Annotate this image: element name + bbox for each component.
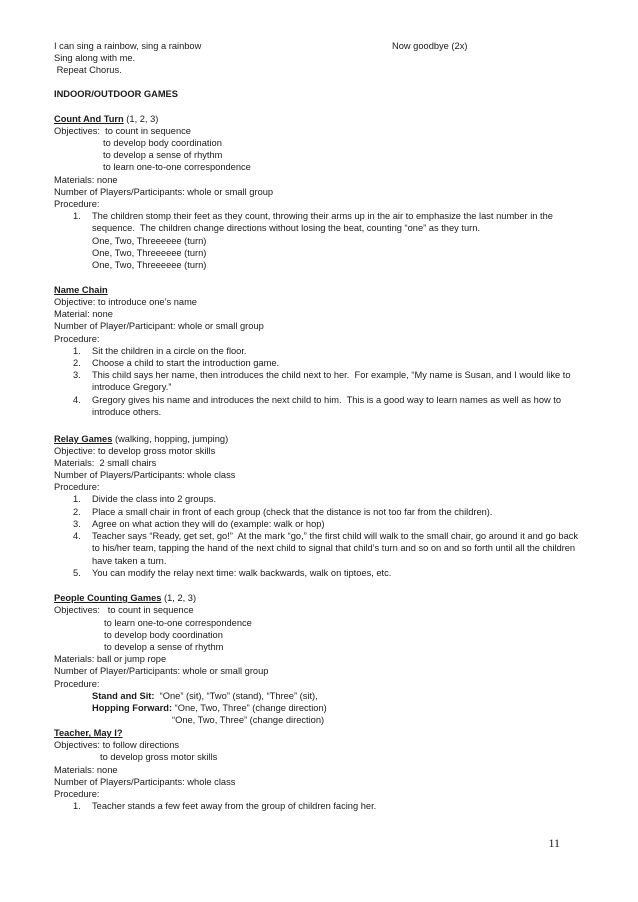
cat-step-1a: The children stomp their feet as they count, throwing their arms up in the air to emphasize the last number in the bbox=[92, 211, 553, 221]
relay-step-4a: Teacher says “Ready, get set, go!” At the mark “go,” the first child will walk to the small chair, go around it and go back bbox=[92, 531, 579, 541]
nc-step-3a: This child says her name, then introduces the child next to her. For example, “My name is Susan, and I would like to bbox=[92, 370, 571, 380]
relay-procedure: Procedure: bbox=[54, 482, 100, 492]
relay-num-4: 4. bbox=[73, 531, 81, 541]
cat-objective-4: to learn one-to-one correspondence bbox=[103, 162, 251, 172]
nc-procedure: Procedure: bbox=[54, 334, 100, 344]
nc-num-2: 2. bbox=[73, 358, 81, 368]
pc-stand-and-sit bbox=[92, 690, 318, 702]
cat-chant-1: One, Two, Threeeeee (turn) bbox=[92, 236, 207, 246]
nc-step-2: Choose a child to start the introduction game. bbox=[92, 358, 280, 368]
tmi-materials: Materials: none bbox=[54, 765, 118, 775]
count-and-turn-title: Count And Turn bbox=[54, 114, 124, 124]
tmi-procedure: Procedure: bbox=[54, 789, 100, 799]
count-and-turn-suffix: (1, 2, 3) bbox=[123, 114, 159, 124]
relay-step-3: Agree on what action they will do (example: walk or hop) bbox=[92, 519, 325, 529]
cat-procedure: Procedure: bbox=[54, 199, 100, 209]
nc-objective: Objective: to introduce one’s name bbox=[54, 297, 197, 307]
pc-objective-2: to learn one-to-one correspondence bbox=[104, 618, 252, 628]
relay-num-5: 5. bbox=[73, 568, 81, 578]
pc-objective-1: Objectives: to count in sequence bbox=[54, 605, 194, 615]
count-and-turn-heading bbox=[54, 113, 158, 125]
pc-hopping-forward-2: “One, Two, Three” (change direction) bbox=[172, 715, 325, 725]
cat-chant-2: One, Two, Threeeeee (turn) bbox=[92, 248, 207, 258]
relay-objective: Objective: to develop gross motor skills bbox=[54, 446, 216, 456]
name-chain-title: Name Chain bbox=[54, 285, 108, 295]
nc-step-1: Sit the children in a circle on the floor. bbox=[92, 346, 247, 356]
relay-step-4c: have taken a turn. bbox=[92, 556, 167, 566]
cat-objective-3: to develop a sense of rhythm bbox=[103, 150, 223, 160]
nc-num-3: 3. bbox=[73, 370, 81, 380]
cat-step-number: 1. bbox=[73, 211, 81, 221]
tmi-step-1: Teacher stands a few feet away from the group of children facing her. bbox=[92, 801, 377, 811]
song-line-3: Repeat Chorus. bbox=[54, 65, 122, 75]
section-heading: INDOOR/OUTDOOR GAMES bbox=[54, 89, 178, 99]
relay-title: Relay Games bbox=[54, 434, 113, 444]
nc-step-3b: introduce Gregory.” bbox=[92, 382, 172, 392]
relay-step-1: Divide the class into 2 groups. bbox=[92, 494, 217, 504]
people-counting-suffix: (1, 2, 3) bbox=[161, 593, 197, 603]
pc-materials: Materials: ball or jump rope bbox=[54, 654, 167, 664]
tmi-objective-2: to develop gross motor skills bbox=[100, 752, 218, 762]
cat-step-1b: sequence. The children change directions without losing the beat, counting “one” as they turn. bbox=[92, 223, 480, 233]
pc-objective-3: to develop body coordination bbox=[104, 630, 223, 640]
cat-objective-2: to develop body coordination bbox=[103, 138, 222, 148]
song-line-2: Sing along with me. bbox=[54, 53, 136, 63]
song-line-1: I can sing a rainbow, sing a rainbow bbox=[54, 41, 202, 51]
nc-material: Material: none bbox=[54, 309, 113, 319]
people-counting-title: People Counting Games bbox=[54, 593, 162, 603]
pc-stand-and-sit-label: Stand and Sit: bbox=[92, 691, 155, 701]
nc-num-4: 4. bbox=[73, 395, 81, 405]
tmi-num-1: 1. bbox=[73, 801, 81, 811]
pc-stand-and-sit-text: “One” (sit), “Two” (stand), “Three” (sit), bbox=[154, 691, 318, 701]
pc-hopping-forward-label: Hopping Forward: bbox=[92, 703, 173, 713]
pc-procedure: Procedure: bbox=[54, 679, 100, 689]
relay-step-4b: to his/her team, tapping the hand of the next child to signal that child’s turn and so on and so forth until all the children bbox=[92, 543, 576, 553]
people-counting-heading bbox=[54, 592, 196, 604]
pc-hopping-forward bbox=[92, 702, 327, 714]
relay-step-2: Place a small chair in front of each group (check that the distance is not too far from the children). bbox=[92, 507, 493, 517]
tmi-objective-1: Objectives: to follow directions bbox=[54, 740, 180, 750]
relay-materials: Materials: 2 small chairs bbox=[54, 458, 157, 468]
relay-num-1: 1. bbox=[73, 494, 81, 504]
nc-players: Number of Player/Participant: whole or small group bbox=[54, 321, 264, 331]
cat-chant-3: One, Two, Threeeeee (turn) bbox=[92, 260, 207, 270]
relay-suffix: (walking, hopping, jumping) bbox=[112, 434, 229, 444]
cat-objective-1: Objectives: to count in sequence bbox=[54, 126, 191, 136]
nc-step-4a: Gregory gives his name and introduces the next child to him. This is a good way to learn names as well as how to bbox=[92, 395, 562, 405]
nc-step-4b: introduce others. bbox=[92, 407, 162, 417]
page-number: 11 bbox=[548, 836, 560, 850]
relay-players: Number of Players/Participants: whole class bbox=[54, 470, 236, 480]
relay-num-3: 3. bbox=[73, 519, 81, 529]
cat-materials: Materials: none bbox=[54, 175, 118, 185]
nc-num-1: 1. bbox=[73, 346, 81, 356]
cat-players: Number of Players/Participants: whole or small group bbox=[54, 187, 274, 197]
pc-objective-4: to develop a sense of rhythm bbox=[104, 642, 224, 652]
teacher-may-i-title: Teacher, May I? bbox=[54, 728, 123, 738]
relay-heading bbox=[54, 433, 228, 445]
pc-players: Number of Player/Participants: whole or small group bbox=[54, 666, 269, 676]
pc-hopping-forward-text: “One, Two, Three” (change direction) bbox=[172, 703, 327, 713]
relay-step-5: You can modify the relay next time: walk backwards, walk on tiptoes, etc. bbox=[92, 568, 392, 578]
tmi-players: Number of Players/Participants: whole class bbox=[54, 777, 236, 787]
relay-num-2: 2. bbox=[73, 507, 81, 517]
song-line-right: Now goodbye (2x) bbox=[392, 41, 468, 51]
